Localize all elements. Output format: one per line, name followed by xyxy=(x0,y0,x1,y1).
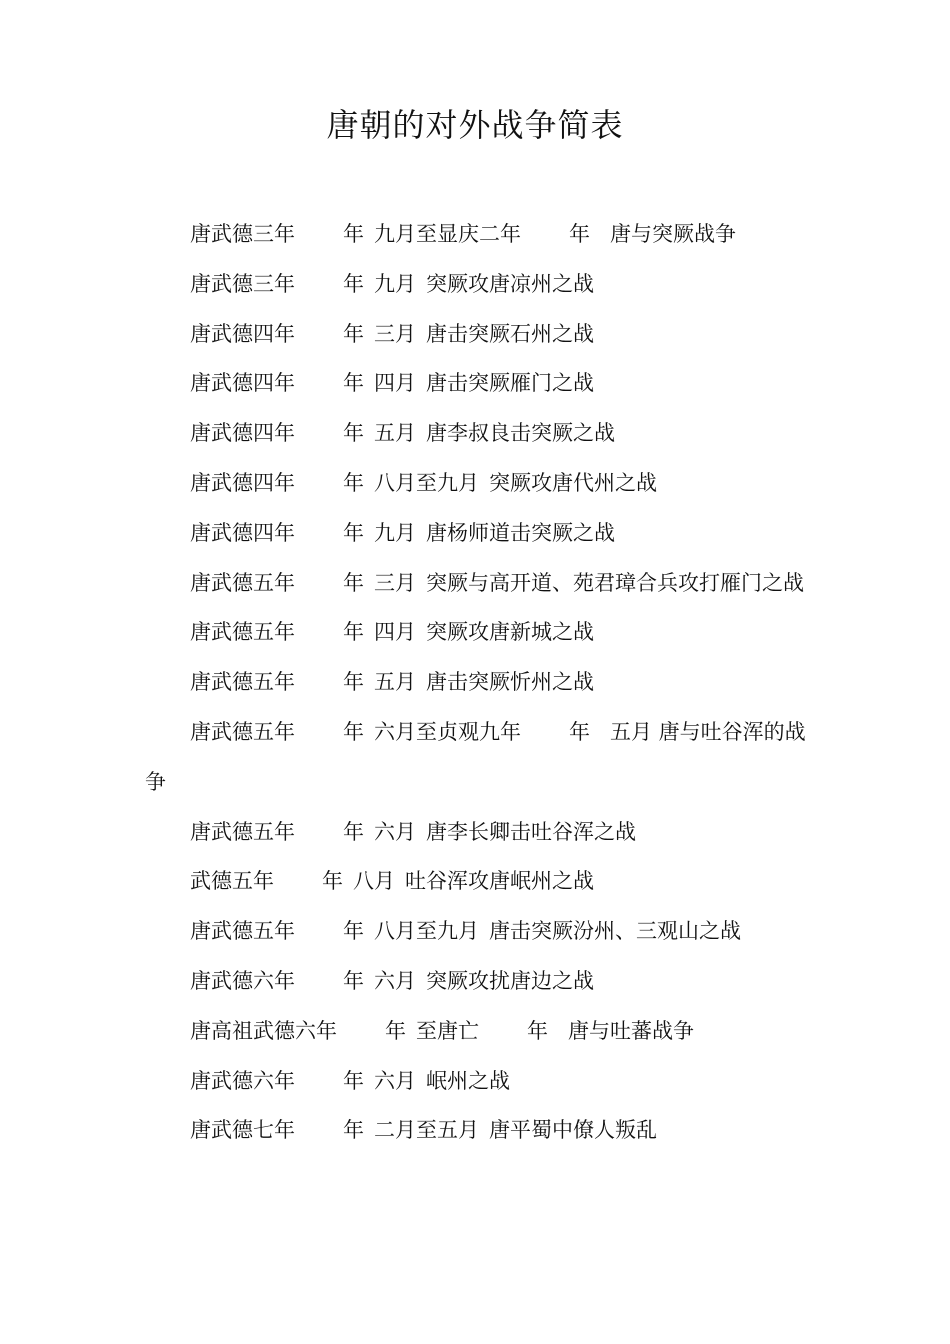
entry-era: 唐武德五年 xyxy=(190,819,295,844)
entry-era: 唐武德四年 xyxy=(190,321,295,346)
entry-event: 唐击突厥石州之战 xyxy=(426,321,594,346)
entry-era: 唐高祖武德六年 xyxy=(190,1018,337,1043)
entry-date: 八月至九月 xyxy=(374,470,479,495)
list-item xyxy=(145,359,815,409)
entry-era: 唐武德四年 xyxy=(190,470,295,495)
entry-year-mark: 年 xyxy=(343,222,364,246)
list-item xyxy=(145,857,815,907)
entry-event: 唐击突厥汾州、三观山之战 xyxy=(489,919,741,944)
entry-event: 突厥攻唐代州之战 xyxy=(489,470,657,495)
list-item xyxy=(145,708,815,808)
list-item xyxy=(145,459,815,509)
list-item xyxy=(145,608,815,658)
entry-year-mark: 年 xyxy=(343,1118,364,1143)
page-title: 唐朝的对外战争简表 xyxy=(326,106,624,144)
entry-date: 六月 xyxy=(374,819,416,844)
entry-date: 五月 xyxy=(374,421,416,446)
list-item xyxy=(145,808,815,858)
entry-year-mark: 年 xyxy=(343,919,364,944)
entry-era: 唐武德六年 xyxy=(190,1068,295,1093)
entry-year-mark: 年 xyxy=(343,421,364,446)
list-item xyxy=(145,957,815,1007)
entry-event: 唐李长卿击吐谷浑之战 xyxy=(426,819,636,844)
entry-year-mark: 年 xyxy=(343,968,364,993)
entry-event: 突厥攻唐新城之战 xyxy=(426,620,594,645)
entry-era: 唐武德六年 xyxy=(190,968,295,993)
entry-date: 五月 xyxy=(374,670,416,695)
entry-year-mark: 年 xyxy=(343,470,364,495)
entry-event: 突厥与高开道、苑君璋合兵攻打雁门之战 xyxy=(426,570,804,595)
entry-era: 唐武德五年 xyxy=(190,919,295,944)
entry-date: 三月 xyxy=(374,570,416,595)
list-item xyxy=(145,559,815,609)
entry-year-mark: 年 xyxy=(343,570,364,595)
entry-event: 唐杨师道击突厥之战 xyxy=(426,520,615,545)
entry-year-mark-2: 年 xyxy=(569,719,590,744)
list-item xyxy=(145,310,815,360)
entry-era: 唐武德四年 xyxy=(190,371,295,396)
entry-year-mark: 年 xyxy=(343,321,364,346)
list-item xyxy=(145,260,815,310)
entry-date: 四月 xyxy=(374,371,416,396)
entry-event: 五月 唐与吐谷浑的战争 xyxy=(145,719,806,794)
list-item xyxy=(145,210,815,260)
entry-date: 三月 xyxy=(374,321,416,346)
entry-year-mark: 年 xyxy=(322,869,343,894)
entry-date: 九月 xyxy=(374,271,416,296)
entry-year-mark-2: 年 xyxy=(569,222,590,246)
list-item xyxy=(145,1106,815,1156)
entry-era: 武德五年 xyxy=(190,869,274,894)
entry-event: 唐击突厥忻州之战 xyxy=(426,670,594,695)
entry-event: 吐谷浑攻唐岷州之战 xyxy=(405,869,594,894)
entry-era: 唐武德三年 xyxy=(190,271,295,296)
entry-year-mark: 年 xyxy=(343,819,364,844)
entry-date: 至唐亡 xyxy=(416,1018,479,1043)
list-item xyxy=(145,509,815,559)
entry-date: 九月至显庆二年 xyxy=(374,222,521,246)
entry-era: 唐武德七年 xyxy=(190,1118,295,1143)
entry-event: 唐与吐蕃战争 xyxy=(568,1018,694,1043)
entry-era: 唐武德四年 xyxy=(190,421,295,446)
list-item xyxy=(145,658,815,708)
entry-date: 六月 xyxy=(374,968,416,993)
entry-event: 岷州之战 xyxy=(426,1068,510,1093)
entry-date: 六月 xyxy=(374,1068,416,1093)
entry-era: 唐武德三年 xyxy=(190,222,295,246)
entry-era: 唐武德五年 xyxy=(190,719,295,744)
entry-year-mark: 年 xyxy=(343,719,364,744)
entry-era: 唐武德五年 xyxy=(190,620,295,645)
entry-event: 唐与突厥战争 xyxy=(610,222,736,246)
list-item xyxy=(145,1057,815,1107)
entry-date: 二月至五月 xyxy=(374,1118,479,1143)
entry-year-mark: 年 xyxy=(385,1018,406,1043)
entry-event: 突厥攻扰唐边之战 xyxy=(426,968,594,993)
entry-year-mark-2: 年 xyxy=(527,1018,548,1043)
entry-year-mark: 年 xyxy=(343,670,364,695)
entry-year-mark: 年 xyxy=(343,620,364,645)
entry-date: 八月 xyxy=(353,869,395,894)
entry-event: 唐平蜀中僚人叛乱 xyxy=(489,1118,657,1143)
entry-date: 六月至贞观九年 xyxy=(374,719,521,744)
entry-era: 唐武德四年 xyxy=(190,520,295,545)
entry-date: 四月 xyxy=(374,620,416,645)
list-item xyxy=(145,907,815,957)
list-item xyxy=(145,409,815,459)
entry-date: 九月 xyxy=(374,520,416,545)
entry-year-mark: 年 xyxy=(343,271,364,296)
list-item xyxy=(145,1007,815,1057)
entry-year-mark: 年 xyxy=(343,371,364,396)
entry-era: 唐武德五年 xyxy=(190,670,295,695)
entry-list xyxy=(145,210,815,1156)
entry-event: 唐李叔良击突厥之战 xyxy=(426,421,615,446)
entry-year-mark: 年 xyxy=(343,520,364,545)
entry-event: 唐击突厥雁门之战 xyxy=(426,371,594,396)
entry-event: 突厥攻唐凉州之战 xyxy=(426,271,594,296)
entry-date: 八月至九月 xyxy=(374,919,479,944)
entry-year-mark: 年 xyxy=(343,1068,364,1093)
entry-era: 唐武德五年 xyxy=(190,570,295,595)
